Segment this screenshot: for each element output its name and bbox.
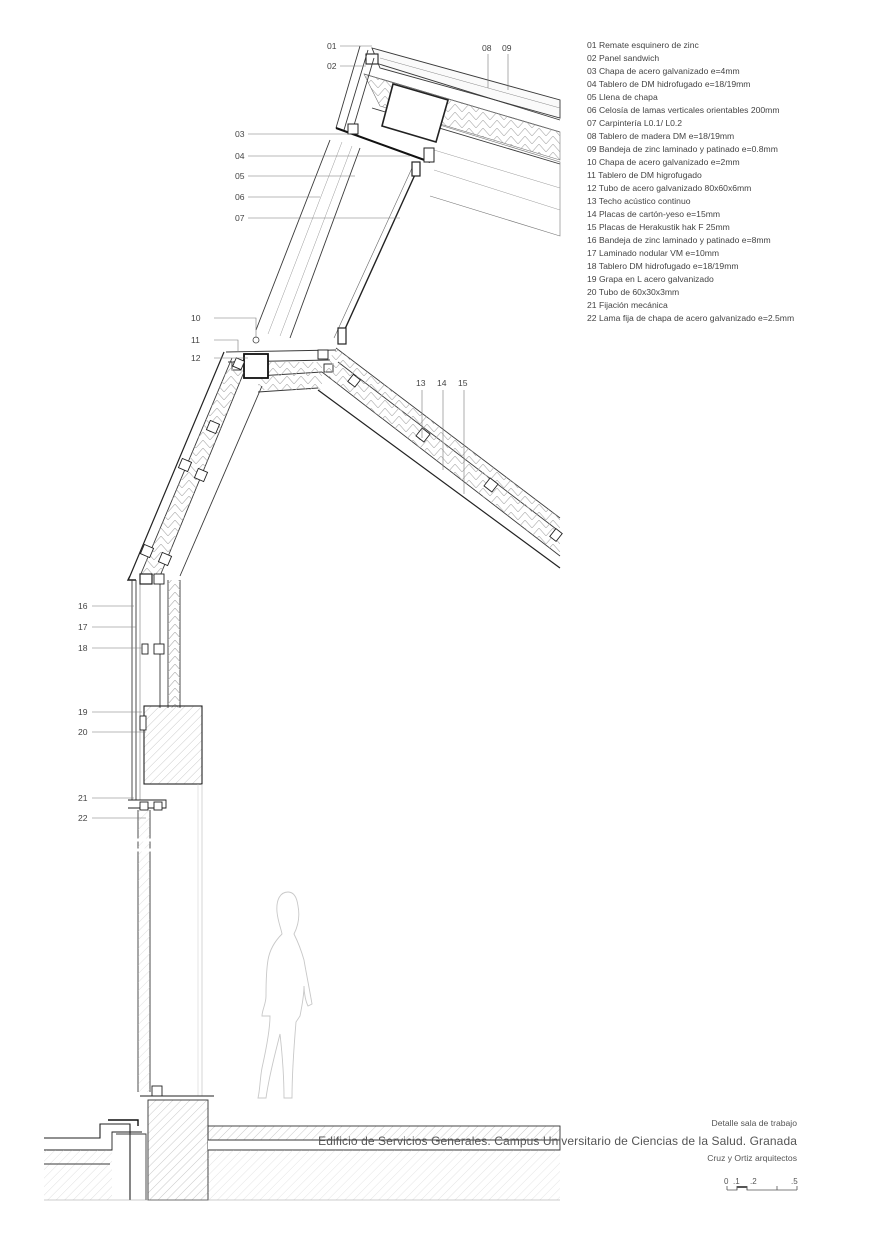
callout-20: 20 bbox=[78, 727, 88, 737]
callout-13: 13 bbox=[416, 378, 426, 388]
legend-item: 22 Lama fija de chapa de acero galvanizado e=2.5mm bbox=[587, 313, 795, 323]
callout-12: 12 bbox=[191, 353, 201, 363]
callout-16: 16 bbox=[78, 601, 88, 611]
drawing-caption: Detalle sala de trabajo bbox=[711, 1118, 797, 1128]
callout-14: 14 bbox=[437, 378, 447, 388]
callout-06: 06 bbox=[235, 192, 245, 202]
legend-item: 16 Bandeja de zinc laminado y patinado e=8mm bbox=[587, 235, 771, 245]
upper-roof-assembly bbox=[336, 46, 560, 245]
legend-item: 08 Tablero de madera DM e=18/19mm bbox=[587, 131, 735, 141]
legend-item: 13 Techo acústico continuo bbox=[587, 196, 691, 206]
legend-item: 03 Chapa de acero galvanizado e=4mm bbox=[587, 66, 740, 76]
drawing-title: Edificio de Servicios Generales. Campus Universitario de Ciencias de la Salud. Granada bbox=[318, 1134, 797, 1148]
legend-item: 06 Celosía de lamas verticales orientables 200mm bbox=[587, 105, 780, 115]
legend-item: 01 Remate esquinero de zinc bbox=[587, 40, 699, 50]
legend-item: 11 Tablero de DM higrofugado bbox=[587, 170, 702, 180]
legend-item: 20 Tubo de 60x30x3mm bbox=[587, 287, 680, 297]
callout-10: 10 bbox=[191, 313, 201, 323]
callout-21: 21 bbox=[78, 793, 88, 803]
callout-02: 02 bbox=[327, 61, 337, 71]
legend-item: 12 Tubo de acero galvanizado 80x60x6mm bbox=[587, 183, 752, 193]
callout-01: 01 bbox=[327, 41, 337, 51]
scale-label-5: .5 bbox=[791, 1177, 798, 1186]
window-louver-assembly bbox=[253, 124, 434, 344]
legend-item: 19 Grapa en L acero galvanizado bbox=[587, 274, 714, 284]
legend-item: 14 Placas de cartón-yeso e=15mm bbox=[587, 209, 721, 219]
legend-list bbox=[587, 39, 794, 325]
callout-18: 18 bbox=[78, 643, 88, 653]
scale-label-2: .2 bbox=[750, 1177, 757, 1186]
callout-19: 19 bbox=[78, 707, 88, 717]
legend-item: 04 Tablero de DM hidrofugado e=18/19mm bbox=[587, 79, 751, 89]
callout-07: 07 bbox=[235, 213, 245, 223]
callout-22: 22 bbox=[78, 813, 88, 823]
callout-15: 15 bbox=[458, 378, 468, 388]
callout-03: 03 bbox=[235, 129, 245, 139]
scale-label-0: 0 bbox=[724, 1177, 729, 1186]
legend-item: 15 Placas de Herakustik hak F 25mm bbox=[587, 222, 730, 232]
callout-05: 05 bbox=[235, 171, 245, 181]
callout-04: 04 bbox=[235, 151, 245, 161]
callout-11: 11 bbox=[191, 335, 200, 345]
floor-slab-and-foundation bbox=[44, 1096, 560, 1200]
scale-bar bbox=[727, 1186, 797, 1190]
legend-item: 21 Fijación mecánica bbox=[587, 300, 668, 310]
legend-item: 10 Chapa de acero galvanizado e=2mm bbox=[587, 157, 740, 167]
callout-17: 17 bbox=[78, 622, 88, 632]
drawing-authors: Cruz y Ortiz arquitectos bbox=[707, 1153, 797, 1163]
legend-item: 02 Panel sandwich bbox=[587, 53, 660, 63]
legend-item: 05 Llena de chapa bbox=[587, 92, 658, 102]
legend-item: 07 Carpintería L0.1/ L0.2 bbox=[587, 118, 683, 128]
legend-item: 09 Bandeja de zinc laminado y patinado e=0.8mm bbox=[587, 144, 778, 154]
scale-label-1: .1 bbox=[733, 1177, 740, 1186]
human-scale-figure bbox=[258, 892, 312, 1098]
callout-09: 09 bbox=[502, 43, 512, 53]
vertical-facade-wall bbox=[128, 574, 202, 1096]
legend-item: 18 Tablero DM hidrofugado e=18/19mm bbox=[587, 261, 739, 271]
callout-08: 08 bbox=[482, 43, 492, 53]
legend-item: 17 Laminado nodular VM e=10mm bbox=[587, 248, 720, 258]
left-sloped-wall bbox=[128, 352, 262, 580]
